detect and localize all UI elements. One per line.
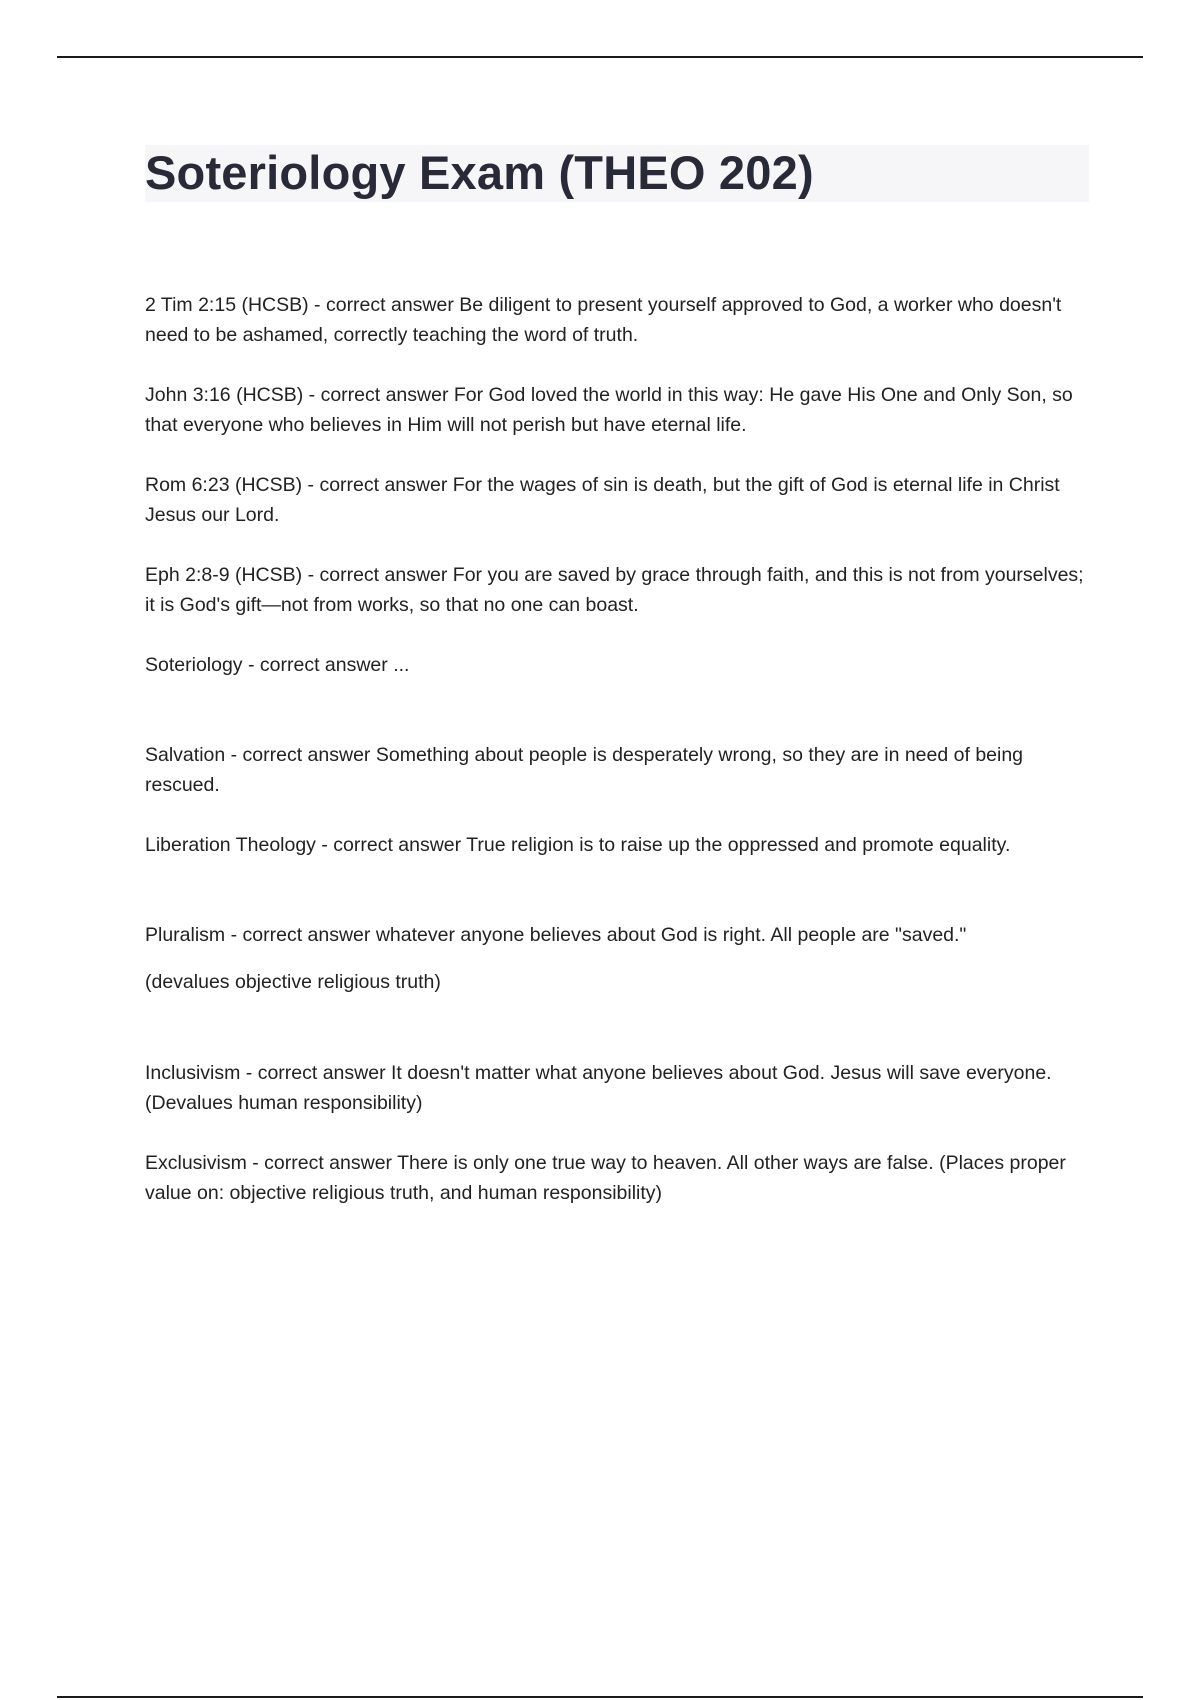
separator: - correct answer [302,564,453,586]
answer: For the wages of sin is death, but the gift of God is eternal life in Christ Jesus our Lord. [145,474,1060,526]
flashcard-text [145,830,1090,860]
answer: For God loved the world in this way: He gave His One and Only Son, so that everyone who believes in Him will not perish but have eternal life. [145,384,1073,436]
term: Rom 6:23 (HCSB) [145,474,303,496]
separator: - correct answer [246,1152,398,1174]
term: Salvation [145,744,226,766]
flashcard [145,1148,1090,1238]
flashcard [145,380,1090,470]
flashcard-text [145,1148,1090,1208]
flashcard-text [145,650,1090,680]
page-title: Soteriology Exam (THEO 202) [145,146,814,199]
flashcard-text [145,1058,1090,1118]
answer: True religion is to raise up the oppressed and promote equality. [466,834,1011,856]
answer: For you are saved by grace through faith, and this is not from yourselves; it is God's gift—not from works, so that no one can boast. [145,564,1084,616]
flashcard-text [145,560,1090,620]
answer: whatever anyone believes about God is right. All people are "saved." [375,924,967,946]
term: John 3:16 (HCSB) [145,384,304,406]
bottom-rule [57,1696,1143,1698]
top-rule [57,56,1143,58]
separator: - correct answer [315,834,467,856]
flashcard-text [145,380,1090,440]
answer: There is only one true way to heaven. All other ways are false. (Places proper value on: objective religious truth, and human responsibility) [145,1152,1066,1204]
flashcard [145,470,1090,560]
separator: - correct answer [302,474,453,496]
separator: - correct answer [225,924,376,946]
flashcard-text [145,920,1090,950]
answer: It doesn't matter what anyone believes about God. Jesus will save everyone. (Devalues human responsibility) [145,1062,1052,1114]
flashcard [145,650,1090,740]
flashcard [145,740,1090,830]
term: Exclusivism [145,1152,247,1174]
answer: Something about people is desperately wrong, so they are in need of being rescued. [145,744,1024,796]
flashcard-text [145,470,1090,530]
separator: - correct answer [240,1062,391,1084]
separator: - correct answer [242,654,394,676]
flashcard-note: (devalues objective religious truth) [145,971,441,993]
flashcard [145,560,1090,650]
flashcard-list [145,290,1090,1238]
term: Inclusivism [145,1062,241,1084]
answer: ... [393,654,410,676]
term: Pluralism [145,924,226,946]
flashcard [145,920,1090,1058]
separator: - correct answer [225,744,376,766]
flashcard [145,1058,1090,1148]
term: Liberation Theology [145,834,316,856]
flashcard-text [145,740,1090,800]
flashcard-text [145,290,1090,350]
separator: - correct answer [303,384,454,406]
term: 2 Tim 2:15 (HCSB) [145,294,309,316]
separator: - correct answer [308,294,460,316]
term: Eph 2:8-9 (HCSB) [145,564,303,586]
flashcard [145,830,1090,920]
answer: Be diligent to present yourself approved to God, a worker who doesn't need to be ashamed, correctly teaching the word of truth. [145,294,1062,346]
term: Soteriology [145,654,243,676]
flashcard [145,290,1090,380]
